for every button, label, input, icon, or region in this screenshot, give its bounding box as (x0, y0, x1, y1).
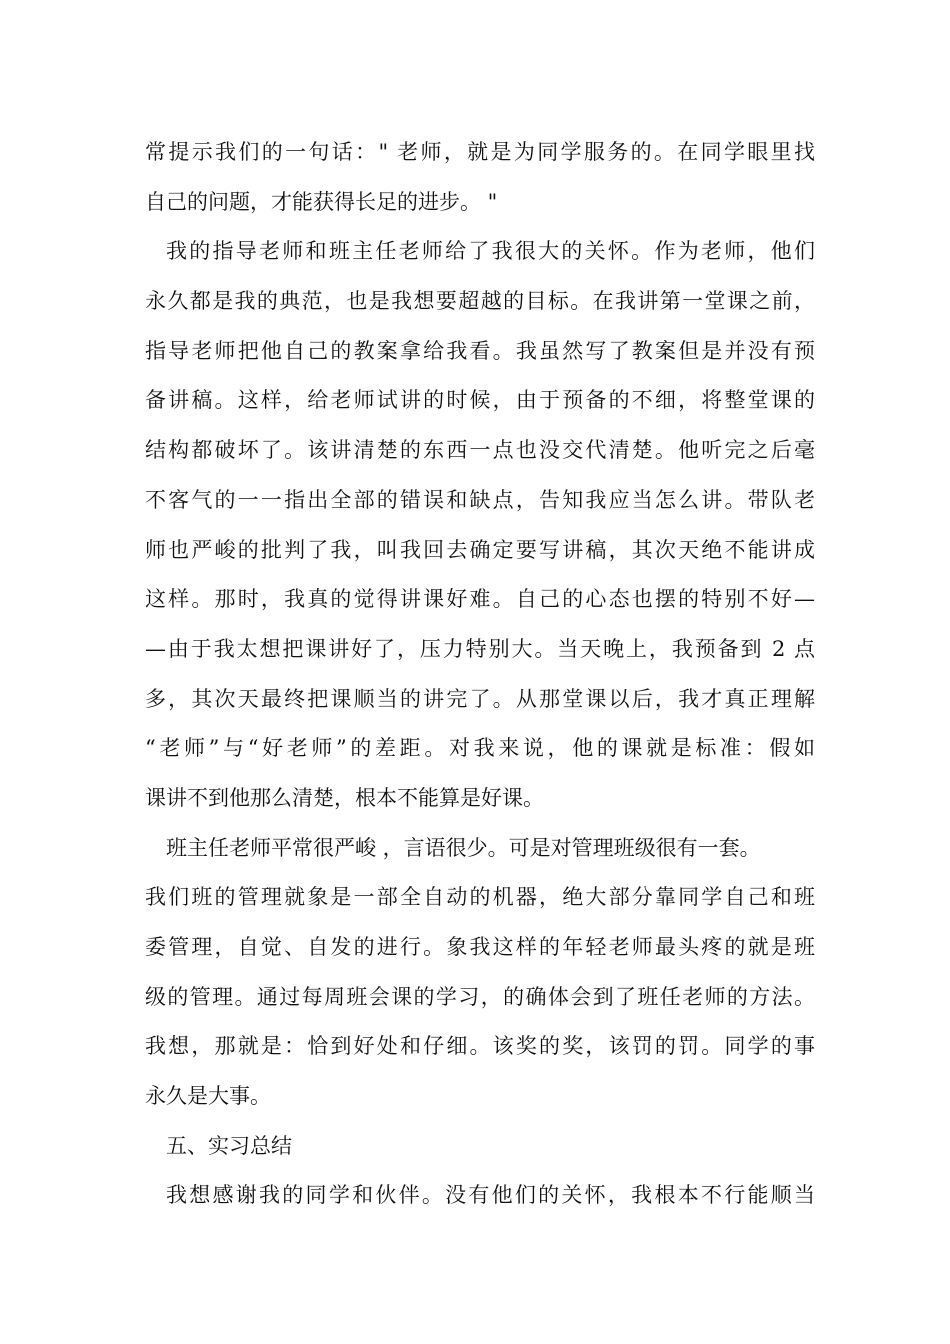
text-line: 永久是大事。 (145, 1084, 271, 1109)
text-line: 班主任老师平常很严峻 ，言语很少。可是对管理班级很有一套。 (166, 835, 761, 860)
text-line: 课讲不到他那么清楚，根本不能算是好课。 (145, 785, 544, 810)
text-line: 我们班的管理就象是一部全自动的机器，绝大部分靠同学自己和班 (145, 885, 815, 910)
text-line: —由于我太想把课讲好了，压力特别大。当天晚上，我预备到 2 点 (145, 636, 815, 661)
text-line: 我想感谢我的同学和伙伴。没有他们的关怀，我根本不行能顺当 (166, 1183, 815, 1208)
text-line: 不客气的一一指出全部的错误和缺点，告知我应当怎么讲。带队老 (145, 487, 815, 512)
text-line: 师也严峻的批判了我，叫我回去确定要写讲稿，其次天绝不能讲成 (145, 537, 815, 562)
text-line: 委管理，自觉、自发的进行。象我这样的年轻老师最头疼的就是班 (145, 935, 815, 959)
text-line: 永久都是我的典范，也是我想要超越的目标。在我讲第一堂课之前， (145, 289, 815, 314)
text-line: 结构都破坏了。该讲清楚的东西一点也没交代清楚。他听完之后毫 (145, 438, 815, 463)
text-line: 指导老师把他自己的教案拿给我看。我虽然写了教案但是并没有预 (145, 338, 815, 363)
text-line: 五、实习总结 (166, 1133, 292, 1158)
text-line: 我想，那就是：恰到好处和仔细。该奖的奖，该罚的罚。同学的事 (145, 1034, 815, 1059)
text-line: 级的管理。通过每周班会课的学习，的确体会到了班任老师的方法。 (145, 984, 815, 1009)
text-line: 这样。那时，我真的觉得讲课好难。自己的心态也摆的特别不好— (145, 587, 815, 612)
body-text (145, 128, 815, 1221)
text-line: 我的指导老师和班主任老师给了我很大的关怀。作为老师，他们 (166, 239, 815, 264)
text-line: 自己的问题，才能获得长足的进步。 " (145, 189, 498, 214)
text-line: “老师”与“好老师”的差距。对我来说，他的课就是标准：假如 (145, 736, 815, 761)
text-line: 备讲稿。这样，给老师试讲的时候，由于预备的不细，将整堂课的 (145, 388, 815, 413)
text-line: 常提示我们的一句话：" 老师，就是为同学服务的。在同学眼里找 (145, 140, 815, 164)
text-line: 多，其次天最终把课顺当的讲完了。从那堂课以后，我才真正理解 (145, 686, 815, 711)
